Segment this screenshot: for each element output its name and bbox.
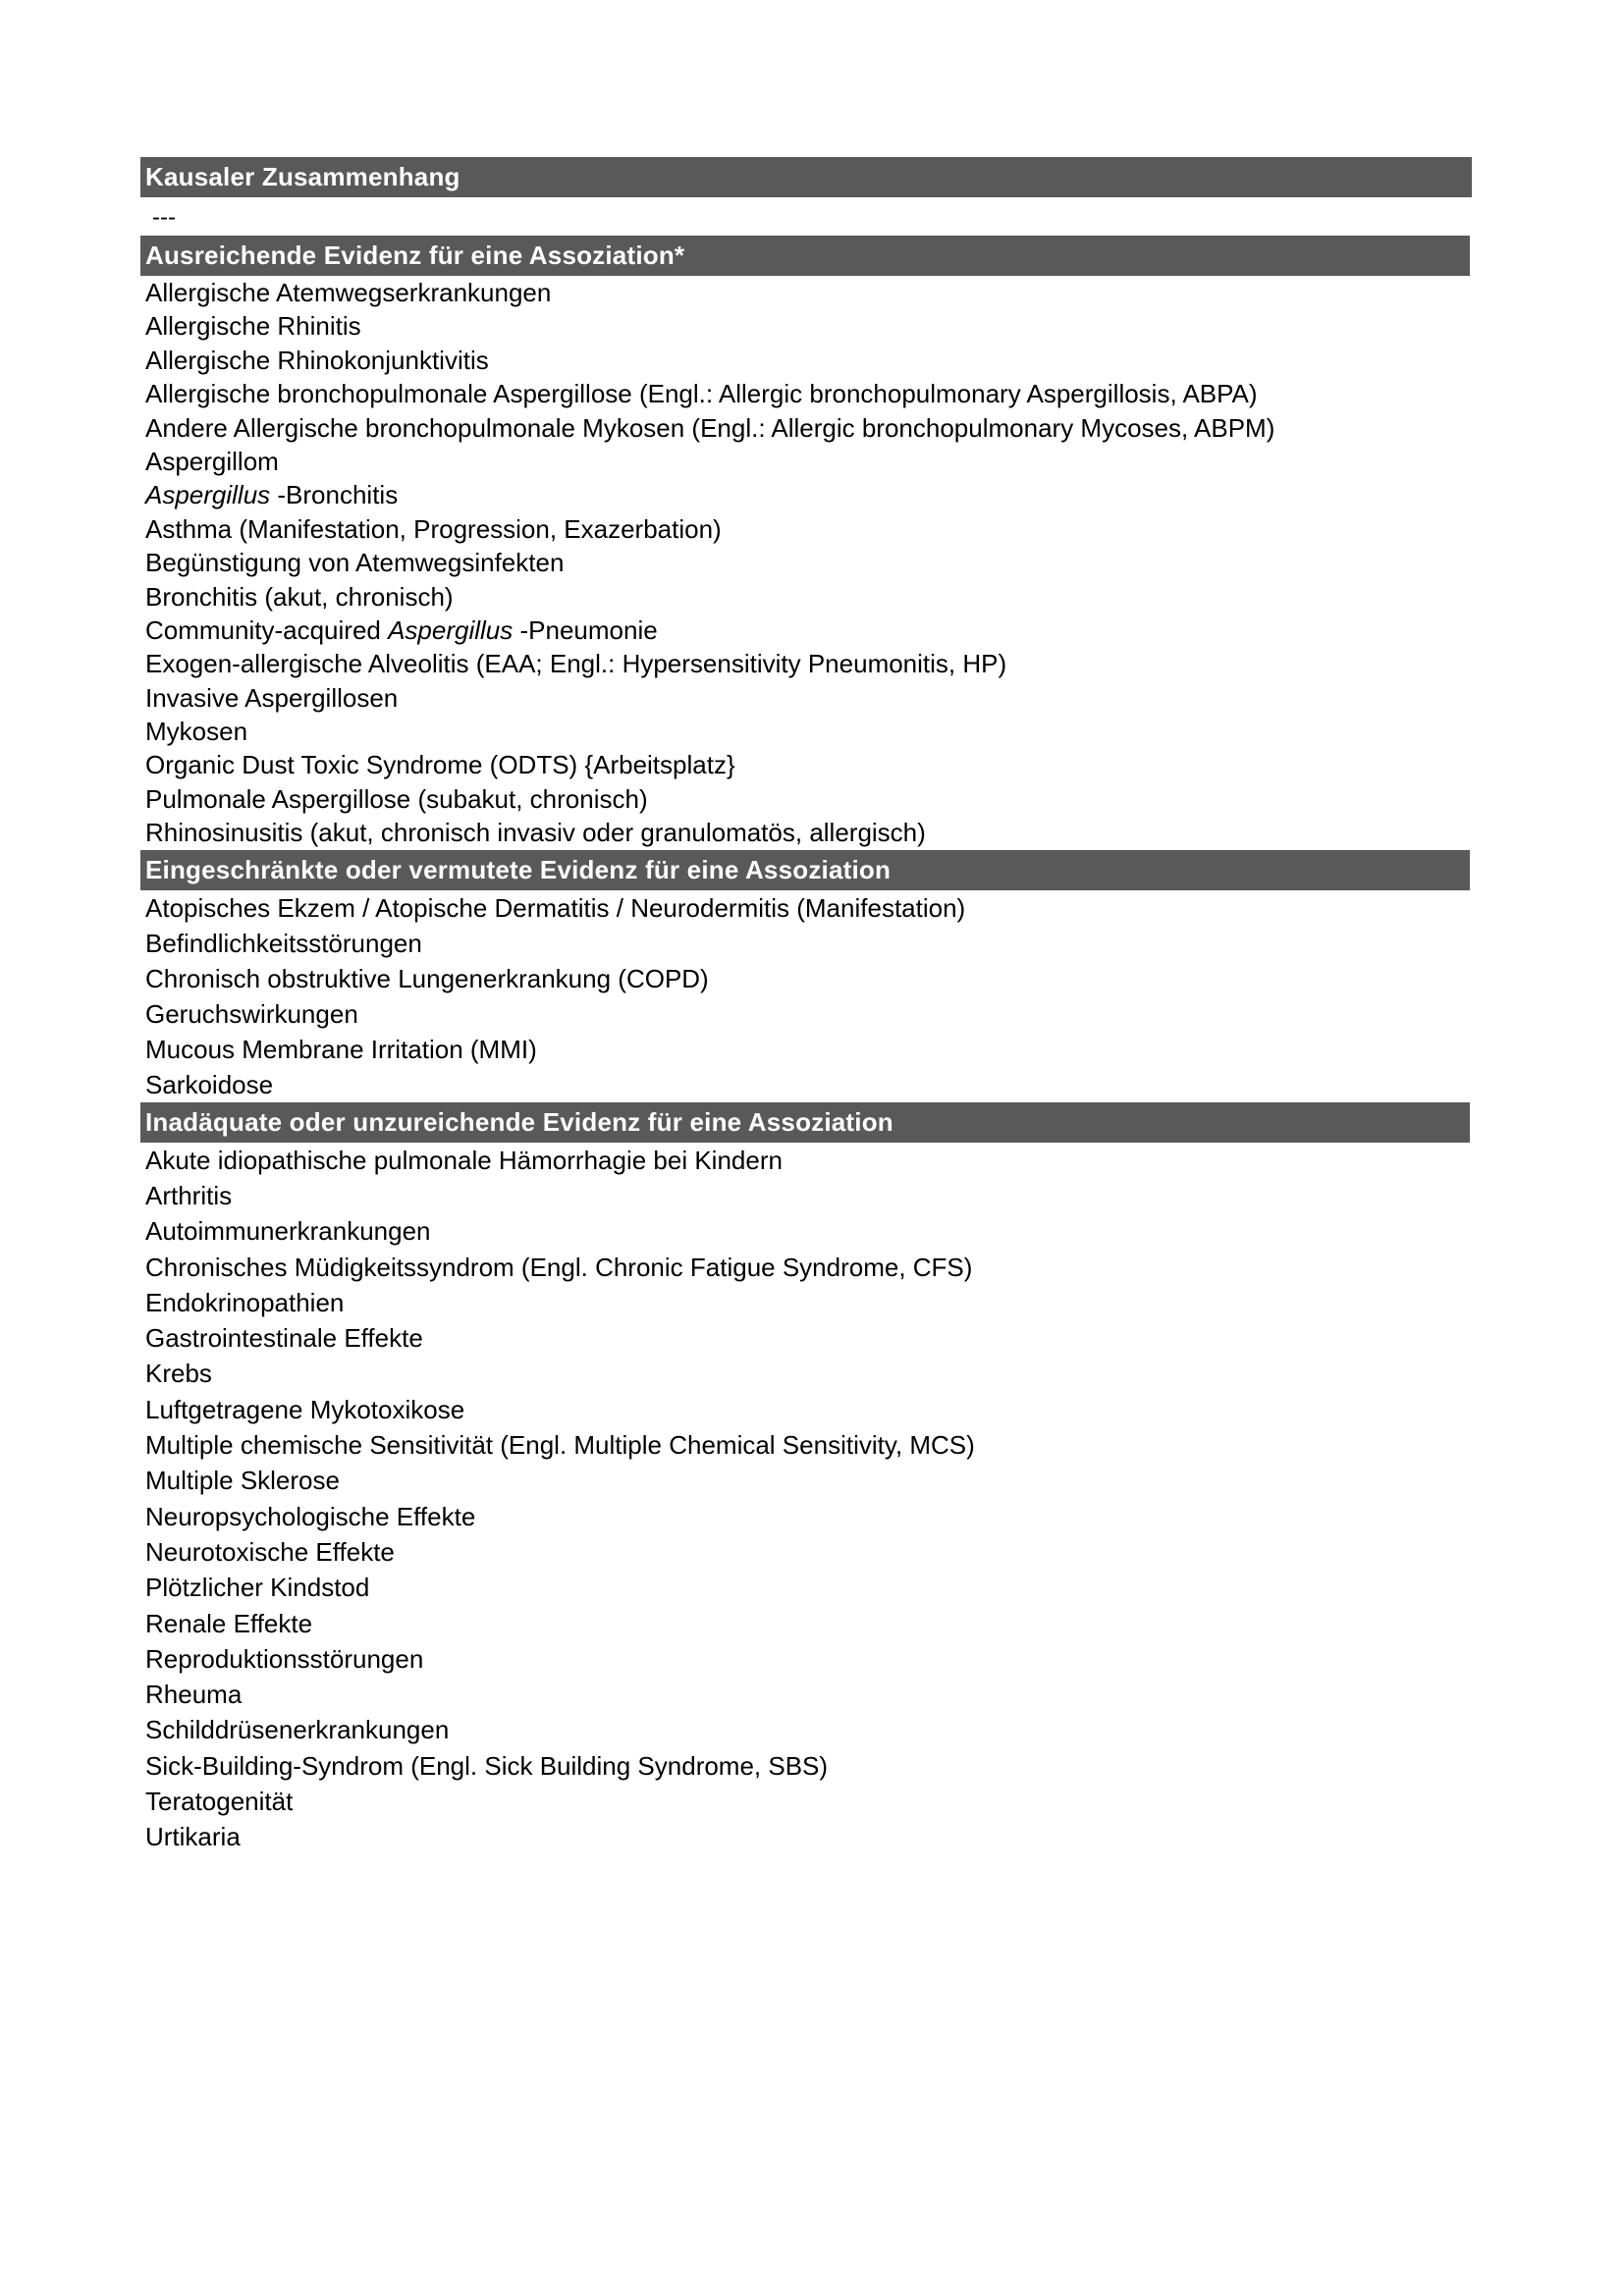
list-item: Akute idiopathische pulmonale Hämorrhagie bei Kindern	[145, 1145, 783, 1175]
section-header-eingeschraenkte-evidenz: Eingeschränkte oder vermutete Evidenz für eine Assoziation	[140, 850, 1470, 890]
list-item: Schilddrüsenerkrankungen	[145, 1715, 450, 1745]
list-item: Endokrinopathien	[145, 1287, 345, 1317]
list-item: Aspergillom	[145, 446, 279, 476]
list-item: Allergische Atemwegserkrankungen	[145, 278, 552, 307]
list-item: Mykosen	[145, 717, 248, 747]
section-header-ausreichende-evidenz: Ausreichende Evidenz für eine Assoziation*	[140, 236, 1470, 276]
item-text-prefix: Community-acquired	[145, 614, 389, 645]
list-item: Befindlichkeitsstörungen	[145, 928, 422, 958]
list-item: Teratogenität	[145, 1786, 294, 1816]
list-item: Arthritis	[145, 1180, 233, 1210]
list-item: Plötzlicher Kindstod	[145, 1573, 370, 1603]
list-item: Exogen-allergische Alveolitis (EAA; Engl.: Hypersensitivity Pneumonitis, HP)	[145, 649, 1007, 679]
list-item: Allergische Rhinitis	[145, 311, 361, 342]
list-item: Organic Dust Toxic Syndrome (ODTS) {Arbeitsplatz}	[145, 750, 735, 780]
list-item: Rheuma	[145, 1680, 243, 1710]
list-item: Multiple chemische Sensitivität (Engl. Multiple Chemical Sensitivity, MCS)	[145, 1430, 975, 1461]
section-header-inadaequate-evidenz: Inadäquate oder unzureichende Evidenz für eine Assoziation	[140, 1102, 1470, 1143]
list-item: Asthma (Manifestation, Progression, Exazerbation)	[145, 513, 722, 544]
list-eingeschraenkte-evidenz	[140, 890, 1472, 1102]
list-item: Geruchswirkungen	[145, 998, 358, 1029]
list-item: Mucous Membrane Irritation (MMI)	[145, 1034, 537, 1064]
list-item: Allergische Rhinokonjunktivitis	[145, 345, 489, 375]
list-item: Renale Effekte	[145, 1608, 313, 1638]
item-text: -Bronchitis	[270, 480, 399, 510]
italic-term: Aspergillus	[388, 614, 514, 645]
list-item	[140, 614, 1472, 647]
list-item: Andere Allergische bronchopulmonale Mykosen (Engl.: Allergic bronchopulmonary Mycoses, ABPM)	[145, 412, 1275, 443]
list-item: Invasive Aspergillosen	[145, 682, 399, 713]
list-item: Chronisches Müdigkeitssyndrom (Engl. Chronic Fatigue Syndrome, CFS)	[145, 1252, 973, 1282]
list-item: Chronisch obstruktive Lungenerkrankung (COPD)	[145, 963, 709, 993]
list-item	[140, 478, 1472, 511]
list-item: Autoimmunerkrankungen	[145, 1216, 431, 1247]
list-item: Begünstigung von Atemwegsinfekten	[145, 548, 565, 578]
list-item: Sarkoidose	[145, 1069, 274, 1099]
evidence-table	[140, 157, 1472, 1855]
list-item: Sick-Building-Syndrom (Engl. Sick Building Syndrome, SBS)	[145, 1750, 829, 1781]
list-item: Luftgetragene Mykotoxikose	[145, 1394, 465, 1424]
list-item: Krebs	[145, 1359, 212, 1389]
list-item: Bronchitis (akut, chronisch)	[145, 581, 454, 612]
list-item: Multiple Sklerose	[145, 1466, 340, 1496]
list-item: Allergische bronchopulmonale Aspergillose (Engl.: Allergic bronchopulmonary Aspergillosis, ABPA)	[145, 379, 1258, 409]
list-item: Neuropsychologische Effekte	[145, 1501, 476, 1531]
list-item: Pulmonale Aspergillose (subakut, chronisch)	[145, 783, 648, 814]
empty-placeholder: ---	[152, 204, 176, 231]
italic-term: Aspergillus	[145, 480, 271, 510]
list-ausreichende-evidenz	[140, 276, 1472, 850]
list-item: Urtikaria	[145, 1822, 241, 1852]
list-inadaequate-evidenz	[140, 1143, 1472, 1855]
item-text: -Pneumonie	[513, 614, 658, 645]
list-item: Gastrointestinale Effekte	[145, 1323, 423, 1354]
list-item: Neurotoxische Effekte	[145, 1536, 395, 1567]
section-header-kausaler-zusammenhang: Kausaler Zusammenhang	[140, 157, 1472, 197]
list-item: Reproduktionsstörungen	[145, 1643, 424, 1674]
list-item: Atopisches Ekzem / Atopische Dermatitis / Neurodermitis (Manifestation)	[145, 892, 966, 923]
list-item: Rhinosinusitis (akut, chronisch invasiv oder granulomatös, allergisch)	[145, 818, 926, 848]
